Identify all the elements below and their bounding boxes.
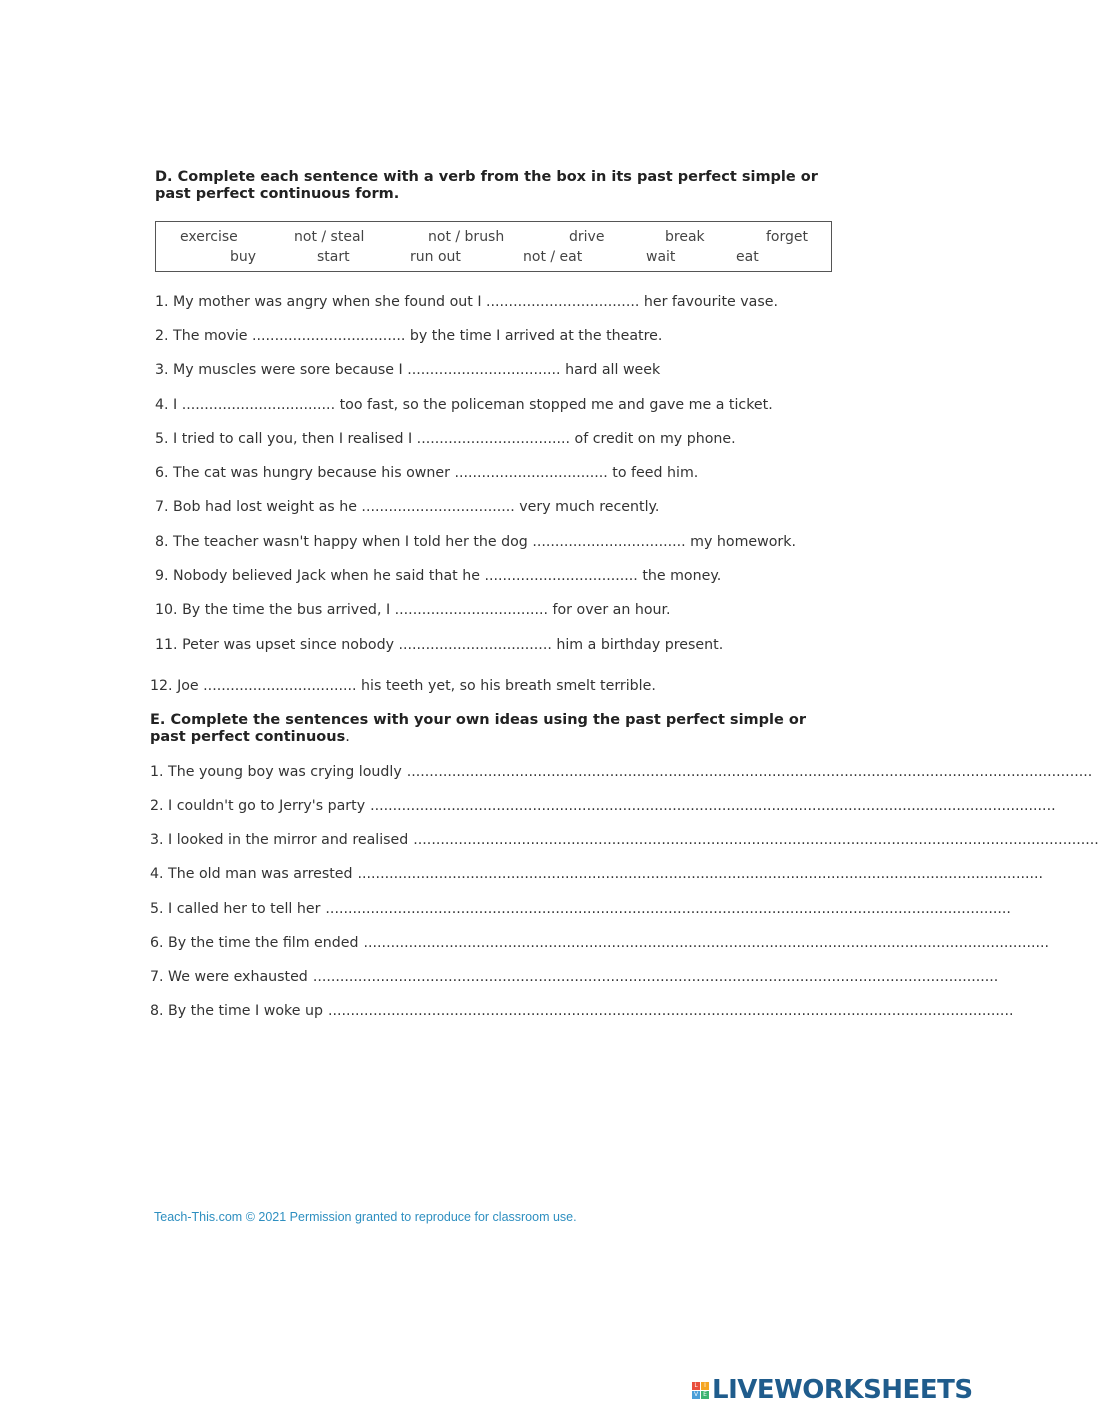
section-e-heading-text: E. Complete the sentences with your own ideas using the past perfect simple or past perfect continuous [150,712,806,745]
exercise-e-item [150,832,1099,848]
answer-blank[interactable]: ........................................................................................................................................................ [413,832,1099,848]
exercise-d-item: 6. The cat was hungry because his owner .................................. to feed him. [155,465,699,481]
word-box-item: forget [766,229,808,245]
exercise-e-item [150,1003,1014,1019]
section-e-heading [150,712,840,746]
exercise-e-prompt: 4. The old man was arrested [150,866,353,882]
exercise-d-item: 4. I .................................. too fast, so the policeman stopped me and gave me a ticket. [155,397,773,413]
logo-mark-cell: E [701,1391,709,1399]
logo-text: LIVEWORKSHEETS [712,1375,973,1405]
exercise-d-item: 10. By the time the bus arrived, I .................................. for over an hour. [155,602,671,618]
exercise-d-item: 3. My muscles were sore because I .................................. hard all week [155,362,661,378]
word-box-item: wait [646,249,676,265]
word-box-item: not / brush [428,229,505,245]
section-e-heading-end: . [345,729,350,745]
exercise-e-prompt: 8. By the time I woke up [150,1003,323,1019]
copyright-footer: Teach-This.com © 2021 Permission granted to reproduce for classroom use. [154,1210,577,1224]
exercise-e-item [150,935,1050,951]
exercise-d-item: 5. I tried to call you, then I realised I .................................. of credit on my phone. [155,431,736,447]
word-box-item: not / eat [523,249,583,265]
exercise-d-item: 11. Peter was upset since nobody .................................. him a birthday present. [155,637,724,653]
exercise-e-prompt: 6. By the time the film ended [150,935,359,951]
exercise-d-item: 1. My mother was angry when she found out I .................................. her favourite vase. [155,294,778,310]
exercise-e-item [150,764,1093,780]
word-box-item: break [665,229,705,245]
word-box-item: eat [736,249,759,265]
answer-blank[interactable]: ........................................................................................................................................................ [370,798,1056,814]
exercise-e-item [150,798,1056,814]
logo-mark-icon [692,1382,709,1399]
answer-blank[interactable]: ........................................................................................................................................................ [363,935,1050,951]
exercise-e-prompt: 1. The young boy was crying loudly [150,764,402,780]
exercise-d-item: 8. The teacher wasn't happy when I told her the dog .................................. my homework. [155,534,796,550]
exercise-e-item [150,969,999,985]
exercise-d-item: 9. Nobody believed Jack when he said that he .................................. the money. [155,568,722,584]
word-box-item: run out [410,249,461,265]
logo-mark-cell: V [693,1390,699,1398]
word-box [155,221,832,272]
logo-mark-cell: L [692,1382,700,1390]
word-box-item: drive [569,229,605,245]
answer-blank[interactable]: ........................................................................................................................................................ [325,901,1011,917]
answer-blank[interactable]: ........................................................................................................................................................ [312,969,999,985]
answer-blank[interactable]: ........................................................................................................................................................ [357,866,1044,882]
exercise-e-item [150,866,1044,882]
answer-blank[interactable]: ........................................................................................................................................................ [327,1003,1014,1019]
exercise-d-item: 7. Bob had lost weight as he .................................. very much recently. [155,499,660,515]
exercise-e-prompt: 7. We were exhausted [150,969,308,985]
exercise-e-prompt: 2. I couldn't go to Jerry's party [150,798,366,814]
exercise-d-item: 12. Joe .................................. his teeth yet, so his breath smelt terrible. [150,678,656,694]
exercise-e-prompt: 5. I called her to tell her [150,901,321,917]
word-box-item: start [317,249,350,265]
word-box-item: not / steal [294,229,365,245]
liveworksheets-logo[interactable] [692,1374,973,1406]
exercise-d-item: 2. The movie .................................. by the time I arrived at the theatre. [155,328,663,344]
word-box-item: exercise [180,229,238,245]
word-box-item: buy [230,249,257,265]
exercise-e-item [150,901,1011,917]
exercise-e-prompt: 3. I looked in the mirror and realised [150,832,409,848]
logo-mark-cell: I [701,1382,709,1390]
answer-blank[interactable]: ........................................................................................................................................................ [406,764,1093,780]
section-d-heading: D. Complete each sentence with a verb from the box in its past perfect simple or past perfect continuous form. [155,169,818,202]
